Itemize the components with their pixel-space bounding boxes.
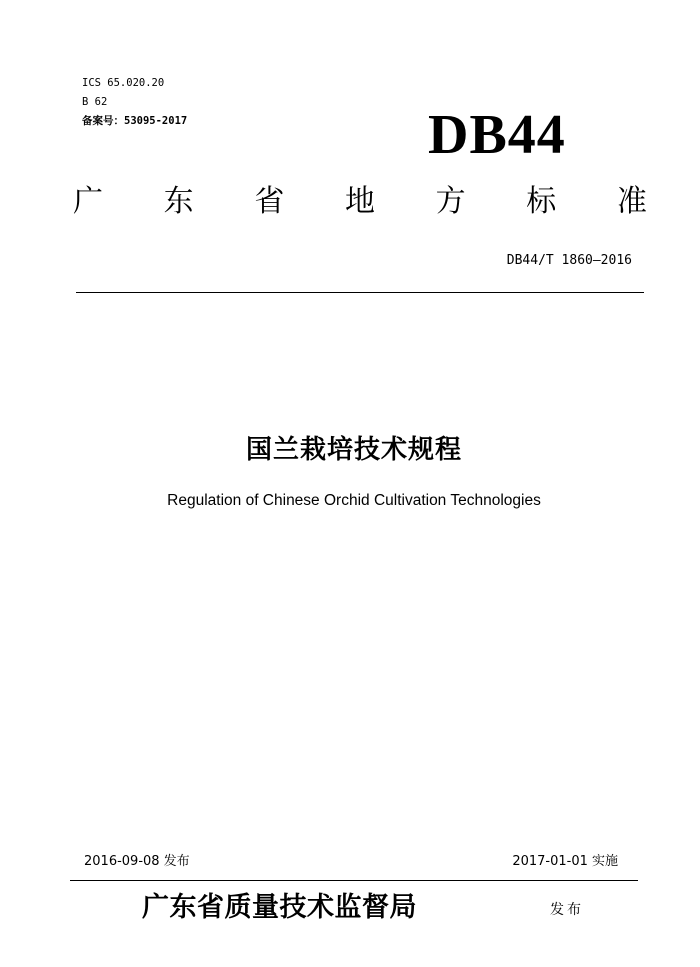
standard-type-char: 方	[435, 184, 466, 219]
record-number: 备案号：53095-2017	[82, 115, 188, 127]
classification-code: B 62	[82, 96, 108, 108]
issue-date: 2016-09-08 发布	[84, 854, 190, 869]
document-title-en: Regulation of Chinese Orchid Cultivation Technologies	[167, 492, 541, 509]
standard-type-char: 省	[254, 184, 285, 219]
bottom-divider	[70, 880, 638, 881]
db-code-logo: DB44	[428, 104, 566, 166]
top-divider	[76, 292, 644, 293]
implementation-date: 2017-01-01 实施	[512, 854, 618, 869]
issued-label: 发布	[550, 902, 584, 918]
issuing-authority: 广东省质量技术监督局	[142, 892, 417, 923]
document-title-zh: 国兰栽培技术规程	[245, 435, 462, 465]
standard-type-char: 标	[526, 184, 557, 219]
standard-type-char: 广	[73, 184, 103, 219]
standard-type-heading	[66, 180, 654, 224]
standard-type-char: 准	[616, 184, 647, 219]
standard-type-char: 东	[163, 184, 194, 219]
standard-number: DB44/T 1860—2016	[506, 253, 632, 268]
ics-code: ICS 65.020.20	[82, 77, 165, 89]
standard-type-char: 地	[344, 184, 375, 219]
